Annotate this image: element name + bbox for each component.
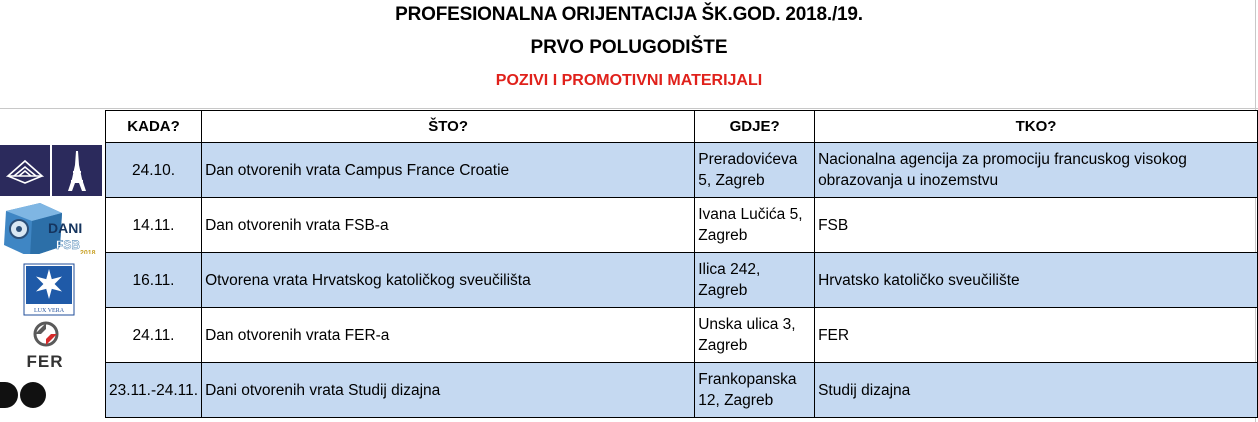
cell-tko: FER <box>815 308 1258 363</box>
cell-gdje: Unska ulica 3, Zagreb <box>695 308 815 363</box>
column-header-kada: KADA? <box>106 111 202 143</box>
cell-tko: Hrvatsko katoličko sveučilište <box>815 253 1258 308</box>
fsb-logo-year: 2018 <box>80 250 96 254</box>
table-row <box>106 143 1258 198</box>
cell-tko: Studij dizajna <box>815 363 1258 418</box>
column-header-sto: ŠTO? <box>202 111 695 143</box>
table-row <box>106 198 1258 253</box>
cell-gdje: Frankopanska 12, Zagreb <box>695 363 815 418</box>
cell-sto: Dan otvorenih vrata FSB-a <box>202 198 695 253</box>
fsb-logo-sub: FSB <box>56 238 80 252</box>
studij-dizajna-logo <box>0 368 104 422</box>
cell-sto: Dani otvorenih vrata Studij dizajna <box>202 363 695 418</box>
cell-gdje: Preradovićeva 5, Zagreb <box>695 143 815 198</box>
cell-gdje: Ivana Lučića 5, Zagreb <box>695 198 815 253</box>
page-title: PROFESIONALNA ORIJENTACIJA ŠK.GOD. 2018./19. <box>395 4 863 25</box>
table-header-row <box>106 111 1258 143</box>
campus-france-logo <box>0 143 104 198</box>
cell-tko: Nacionalna agencija za promociju francuskog visokog obrazovanja u inozemstvu <box>815 143 1258 198</box>
lux-vera-text: LUX VERA <box>33 308 65 314</box>
column-header-tko: TKO? <box>815 111 1258 143</box>
lux-vera-logo <box>0 261 104 316</box>
cell-kada: 14.11. <box>106 198 202 253</box>
cell-sto: Dan otvorenih vrata FER-a <box>202 308 695 363</box>
cell-kada: 23.11.-24.11. <box>106 363 202 418</box>
cell-kada: 16.11. <box>106 253 202 308</box>
cell-kada: 24.10. <box>106 143 202 198</box>
document-header <box>0 0 1258 110</box>
cell-kada: 24.11. <box>106 308 202 363</box>
dani-fsb-logo <box>0 199 104 254</box>
cell-tko: FSB <box>815 198 1258 253</box>
cell-gdje: Ilica 242, Zagreb <box>695 253 815 308</box>
table-row <box>106 308 1258 363</box>
cell-sto: Dan otvorenih vrata Campus France Croatie <box>202 143 695 198</box>
schedule-table <box>105 110 1258 418</box>
fer-logo <box>0 317 104 372</box>
header-divider <box>0 108 1258 109</box>
section-title: POZIVI I PROMOTIVNI MATERIJALI <box>495 72 763 89</box>
table-row <box>106 363 1258 418</box>
page-subtitle: PRVO POLUGODIŠTE <box>530 37 728 58</box>
table-row <box>106 253 1258 308</box>
cell-sto: Otvorena vrata Hrvatskog katoličkog sveučilišta <box>202 253 695 308</box>
fer-logo-text: FER <box>26 352 64 371</box>
fsb-logo-text: DANI <box>48 220 83 236</box>
column-header-gdje: GDJE? <box>695 111 815 143</box>
